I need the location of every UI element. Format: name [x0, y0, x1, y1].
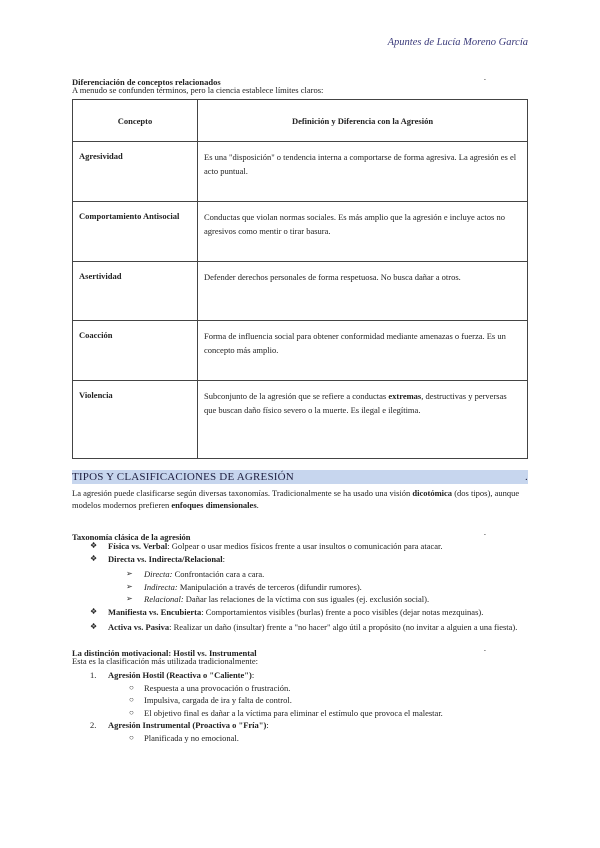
term-cell: Agresividad: [73, 142, 198, 202]
diamond-bullet-icon: ❖: [90, 622, 98, 631]
concepts-table: [72, 99, 528, 459]
arrow-bullet-icon: ➢: [126, 581, 133, 591]
list-item-text: : Golpear o usar medios físicos frente a usar insultos o comunicación para atacar.: [167, 541, 443, 551]
sub-list-item: [72, 568, 528, 581]
sub-item-text: Respuesta a una provocación o frustración.: [144, 682, 291, 693]
list-item-title: Directa vs. Indirecta/Relacional: [108, 553, 223, 564]
description-cell: Conductas que violan normas sociales. Es más amplio que la agresión e incluye actos no agresivos como mentir o tirar basura.: [198, 202, 528, 262]
sub-list-item: [72, 707, 528, 720]
types-intro: [72, 487, 528, 511]
diamond-bullet-icon: ❖: [90, 553, 98, 563]
list-item-title: Manifiesta vs. Encubierta: [108, 606, 202, 617]
table-row: [73, 202, 528, 262]
sub-item-text: Planificada y no emocional.: [144, 732, 239, 743]
term-cell: Coacción: [73, 321, 198, 381]
item-number: 2.: [90, 720, 97, 730]
numbered-item-colon: :: [266, 720, 269, 730]
circle-bullet-icon: ○: [129, 707, 134, 717]
list-item: [72, 621, 528, 634]
motivational-intro: Esta es la clasificación más utilizada tradicionalmente:: [72, 656, 258, 666]
description-emphasis: extremas: [388, 391, 422, 401]
list-item: [72, 553, 528, 566]
numbered-item: [72, 669, 528, 682]
term-cell: Violencia: [73, 381, 198, 459]
item-number: 1.: [90, 670, 97, 680]
numbered-item: [72, 719, 528, 732]
classic-list: [72, 540, 528, 634]
sub-item-text: Dañar las relaciones de la víctima con sus iguales (ej. exclusión social).: [183, 594, 430, 604]
classic-title-dot: .: [483, 527, 486, 537]
differentiation-intro: A menudo se confunden términos, pero la ciencia establece límites claros:: [72, 85, 324, 95]
sub-list-item: [72, 682, 528, 695]
table-row: [73, 142, 528, 202]
sub-list-item: [72, 593, 528, 606]
sub-item-label: Relacional:: [144, 594, 184, 604]
term-cell: Asertividad: [73, 262, 198, 321]
intro-part: .: [256, 500, 259, 510]
circle-bullet-icon: ○: [129, 682, 134, 692]
motivational-title: La distinción motivacional: Hostil vs. Instrumental: [72, 648, 257, 658]
section-heading: [72, 470, 528, 484]
intro-emphasis: dicotómica: [412, 488, 453, 498]
table-row: [73, 381, 528, 459]
differentiation-title: Diferenciación de conceptos relacionados: [72, 77, 221, 87]
table-header-definition: Definición y Diferencia con la Agresión: [198, 100, 528, 142]
table-row: [73, 262, 528, 321]
circle-bullet-icon: ○: [129, 732, 134, 742]
description-cell: Es una "disposición" o tendencia interna a comportarse de forma agresiva. La agresión es el acto puntual.: [198, 142, 528, 202]
description-part: Subconjunto de la agresión que se refiere a conductas: [204, 391, 389, 401]
sub-item-text: Impulsiva, cargada de ira y falta de control.: [144, 695, 292, 705]
diamond-bullet-icon: ❖: [90, 606, 98, 616]
sub-item-text: El objetivo final es dañar a la víctima para eliminar el estímulo que provoca el malestar.: [144, 707, 443, 718]
description-cell: Defender derechos personales de forma respetuosa. No busca dañar a otros.: [198, 262, 528, 321]
sub-item-label: Indirecta:: [144, 581, 178, 592]
section-heading-dot: .: [525, 471, 528, 483]
list-item-title: Activa vs. Pasiva: [108, 622, 170, 632]
arrow-bullet-icon: ➢: [126, 569, 133, 578]
motivational-list: [72, 669, 528, 744]
table-row: [73, 321, 528, 381]
sub-item-text: Manipulación a través de terceros (difundir rumores).: [177, 581, 362, 592]
intro-part: La agresión puede clasificarse según diversas taxonomías. Tradicionalmente se ha usado una visión: [72, 488, 413, 498]
list-item: [72, 606, 528, 619]
list-item: [72, 540, 528, 553]
sub-list-item: [72, 732, 528, 745]
section-heading-text: TIPOS Y CLASIFICACIONES DE AGRESIÓN: [72, 471, 294, 483]
header-author-note: Apuntes de Lucía Moreno García: [387, 37, 528, 48]
term-cell: Comportamiento Antisocial: [73, 202, 198, 262]
description-cell: [198, 381, 528, 459]
list-item-title: Física vs. Verbal: [108, 541, 168, 551]
classic-title: Taxonomía clásica de la agresión: [72, 532, 191, 542]
motivational-title-dot: .: [483, 643, 486, 653]
circle-bullet-icon: ○: [129, 695, 134, 704]
diamond-bullet-icon: ❖: [90, 541, 98, 550]
differentiation-title-dot: .: [483, 72, 486, 82]
numbered-item-title: Agresión Instrumental (Proactiva o "Fría"): [108, 720, 267, 730]
description-cell: Forma de influencia social para obtener conformidad mediante amenazas o fuerza. Es un concepto más amplio.: [198, 321, 528, 381]
list-item-text: : Comportamientos visibles (burlas) frente a poco visibles (dejar notas mezquinas).: [201, 606, 484, 617]
table-header-row: [73, 100, 528, 142]
sub-list-item: [72, 581, 528, 594]
description-part: , destructivas y perversas que buscan daño físico severo o la muerte. Es ilegal e ilegítima.: [204, 391, 507, 415]
sub-list-item: [72, 694, 528, 707]
sub-item-text: Confrontación cara a cara.: [172, 569, 265, 579]
intro-emphasis: enfoques dimensionales: [171, 500, 257, 510]
sub-item-label: Directa:: [144, 569, 173, 579]
arrow-bullet-icon: ➢: [126, 594, 133, 603]
numbered-item-colon: :: [251, 670, 255, 680]
intro-part: (dos tipos), aunque modelos modernos prefieren: [72, 488, 520, 510]
list-item-text: : Realizar un daño (insultar) frente a "no hacer" algo útil a propósito (no invitar a alguien a una fiesta).: [169, 622, 518, 632]
table-header-concept: Concepto: [73, 100, 198, 142]
list-item-text: :: [222, 553, 226, 564]
numbered-item-title: Agresión Hostil (Reactiva o "Caliente"): [108, 670, 252, 680]
